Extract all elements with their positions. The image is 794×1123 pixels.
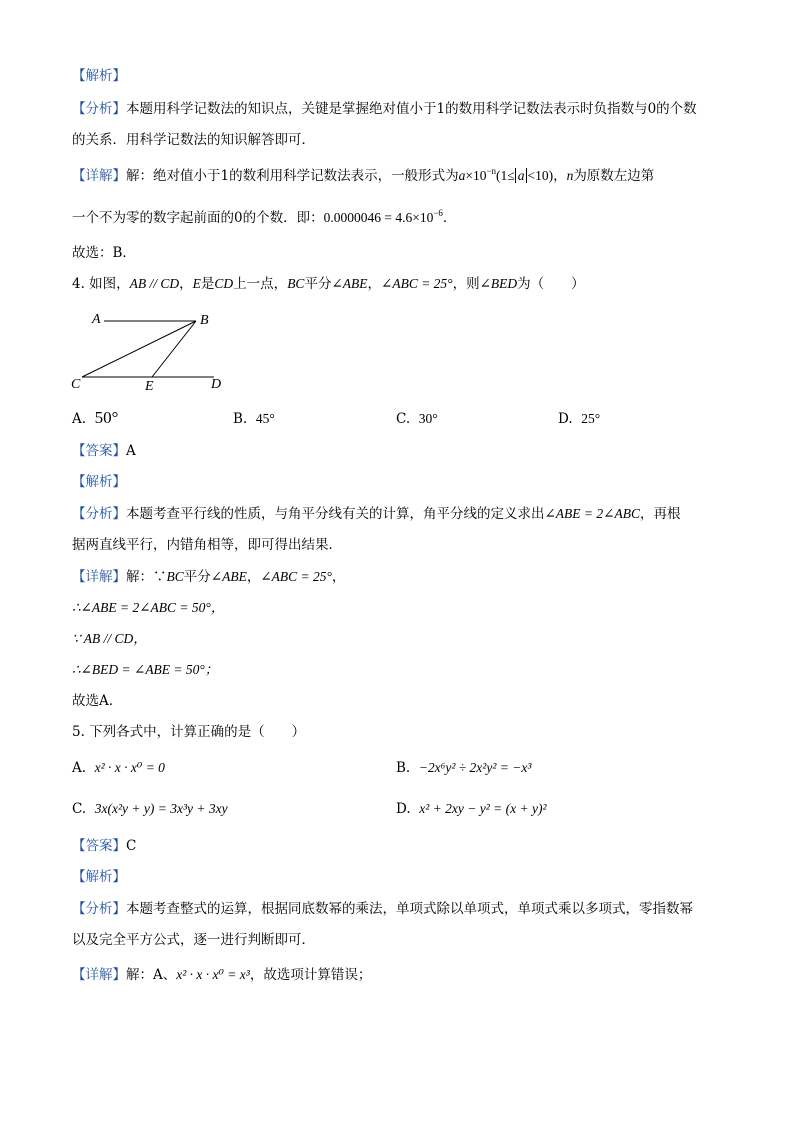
detail-text: ， [246, 569, 261, 585]
q4-detail-line-2: ∴∠ABE = 2∠ABC = 50°， [72, 600, 225, 615]
q3-detail-line-2 [72, 208, 456, 228]
analysis-tag: 【分析】 [72, 506, 126, 522]
answer-tag: 【答案】 [72, 838, 126, 854]
q4-analysis-line-1 [72, 504, 680, 524]
option-label: D. [558, 411, 573, 427]
q3-detail-line-1 [72, 166, 654, 186]
q4-stem [72, 274, 585, 294]
detail-math: ∠ABC = 25° [260, 569, 332, 584]
q3-analysis-line-1 [72, 99, 697, 119]
detail-text: 解：A、 [126, 967, 177, 983]
q4-conclusion: 故选A． [72, 693, 123, 709]
option-label: C. [396, 411, 411, 427]
detail-text: ， [331, 569, 346, 585]
q3-jiexi-heading: 【解析】 [72, 68, 126, 84]
option-expr: x² · x · x⁰ = 0 [94, 760, 165, 775]
option-label: C. [72, 801, 87, 817]
stem-text: 平分 [304, 276, 332, 292]
q5-option-d [396, 799, 547, 819]
option-expr: x² + 2xy − y² = (x + y)² [419, 801, 547, 816]
detail-text: ， [553, 168, 567, 184]
stem-text: 是 [200, 276, 215, 292]
detail-text: ． [442, 210, 457, 226]
q5-detail-line-1 [72, 965, 371, 985]
detail-text: ，故选项计算错误； [249, 967, 372, 983]
option-value: 50° [94, 408, 119, 427]
detail-text: 解：绝对值小于1的数利用科学记数法表示，一般形式为 [126, 168, 459, 184]
answer-value: A [126, 443, 136, 459]
option-expr: −2x⁶y² ÷ 2x²y² = −x³ [418, 760, 532, 775]
formula-exponent: −6 [433, 208, 443, 218]
q3-analysis-line-2: 的关系．用科学记数法的知识解答即可． [72, 132, 315, 148]
line-be [152, 321, 196, 377]
formula: (1≤ [496, 168, 515, 183]
analysis-text: 本题考查平行线的性质，与角平分线有关的计算，角平分线的定义求出 [126, 506, 545, 522]
detail-math: ∠ABE [210, 569, 247, 584]
detail-text: 解：∵ [126, 569, 167, 585]
stem-math: ∠ABE [331, 276, 368, 291]
stem-math: E [192, 276, 201, 291]
label-b: B [200, 313, 209, 328]
formula: ×10 [465, 168, 487, 183]
stem-text: ， [179, 276, 193, 292]
stem-text: 上一点， [233, 276, 288, 292]
analysis-tag: 【分析】 [72, 901, 126, 917]
detail-tag: 【详解】 [72, 168, 126, 184]
stem-text: 4. 如图， [72, 276, 130, 292]
detail-text: 为原数左边第 [573, 168, 655, 184]
q4-detail-line-3: ∵ AB // CD， [72, 631, 147, 646]
q4-option-a [72, 408, 118, 429]
formula-n: n [566, 168, 574, 183]
option-label: B. [233, 411, 248, 427]
stem-text: 为（ ） [517, 276, 585, 292]
q4-analysis-line-2: 据两直线平行，内错角相等，即可得出结果． [72, 537, 342, 553]
q5-option-c [72, 799, 228, 819]
formula-abs: a [515, 168, 528, 183]
stem-math: ∠BED [479, 276, 518, 291]
option-label: B. [396, 760, 411, 776]
option-label: A. [72, 760, 87, 776]
formula: a [458, 168, 466, 183]
analysis-text: 本题考查整式的运算，根据同底数幂的乘法，单项式除以单项式，单项式乘以多项式，零指数幂 [126, 901, 693, 917]
q4-detail-line-1 [72, 567, 345, 587]
option-expr: 3x(x²y + y) = 3x³y + 3xy [94, 801, 228, 816]
stem-math: CD [214, 276, 234, 291]
detail-tag: 【详解】 [72, 967, 126, 983]
answer-tag: 【答案】 [72, 443, 126, 459]
q4-option-d [558, 409, 600, 429]
formula-exponent: −n [486, 166, 497, 176]
detail-text: 平分 [183, 569, 211, 585]
analysis-text: ，再根 [639, 506, 681, 522]
analysis-tag: 【分析】 [72, 101, 126, 117]
formula: 0.0000046 = 4.6×10 [323, 210, 434, 225]
detail-math: x² · x · x⁰ = x³ [176, 967, 250, 982]
line-bc [82, 321, 196, 377]
option-value: 25° [581, 411, 601, 426]
analysis-math: ∠ABE = 2∠ABC [544, 506, 640, 521]
stem-math: BC [287, 276, 305, 291]
q5-analysis-line-2: 以及完全平方公式，逐一进行判断即可． [72, 932, 315, 948]
q5-stem: 5. 下列各式中，计算正确的是（ ） [72, 724, 306, 740]
q4-answer-line [72, 441, 136, 461]
q5-answer-line [72, 836, 136, 856]
q4-option-c [396, 409, 438, 429]
label-d: D [211, 377, 222, 392]
option-value: 30° [418, 411, 438, 426]
analysis-text: 本题用科学记数法的知识点，关键是掌握绝对值小于1的数用科学记数法表示时负指数与0的个数 [126, 101, 697, 117]
label-a: A [92, 312, 101, 327]
option-value: 45° [255, 411, 275, 426]
q4-detail-line-4: ∴∠BED = ∠ABE = 50°； [72, 662, 219, 677]
label-c: C [71, 377, 81, 392]
formula: <10) [527, 168, 554, 183]
q5-jiexi-heading: 【解析】 [72, 869, 126, 885]
q5-option-a [72, 758, 165, 778]
option-label: D. [396, 801, 411, 817]
stem-math: ∠ABC = 25° [381, 276, 453, 291]
stem-text: ，则 [452, 276, 480, 292]
stem-math: AB // CD [129, 276, 180, 291]
q3-answer: 故选：B． [72, 245, 136, 261]
label-e: E [145, 379, 154, 394]
detail-tag: 【详解】 [72, 569, 126, 585]
option-label: A. [72, 411, 87, 427]
stem-text: ， [367, 276, 382, 292]
q4-jiexi-heading: 【解析】 [72, 474, 126, 490]
q5-option-b [396, 758, 531, 778]
geometry-figure [68, 306, 238, 394]
answer-value: C [126, 838, 137, 854]
q5-analysis-line-1 [72, 899, 693, 919]
detail-text: 一个不为零的数字起前面的0的个数．即： [72, 210, 324, 226]
q4-option-b [233, 409, 275, 429]
detail-math: BC [166, 569, 184, 584]
